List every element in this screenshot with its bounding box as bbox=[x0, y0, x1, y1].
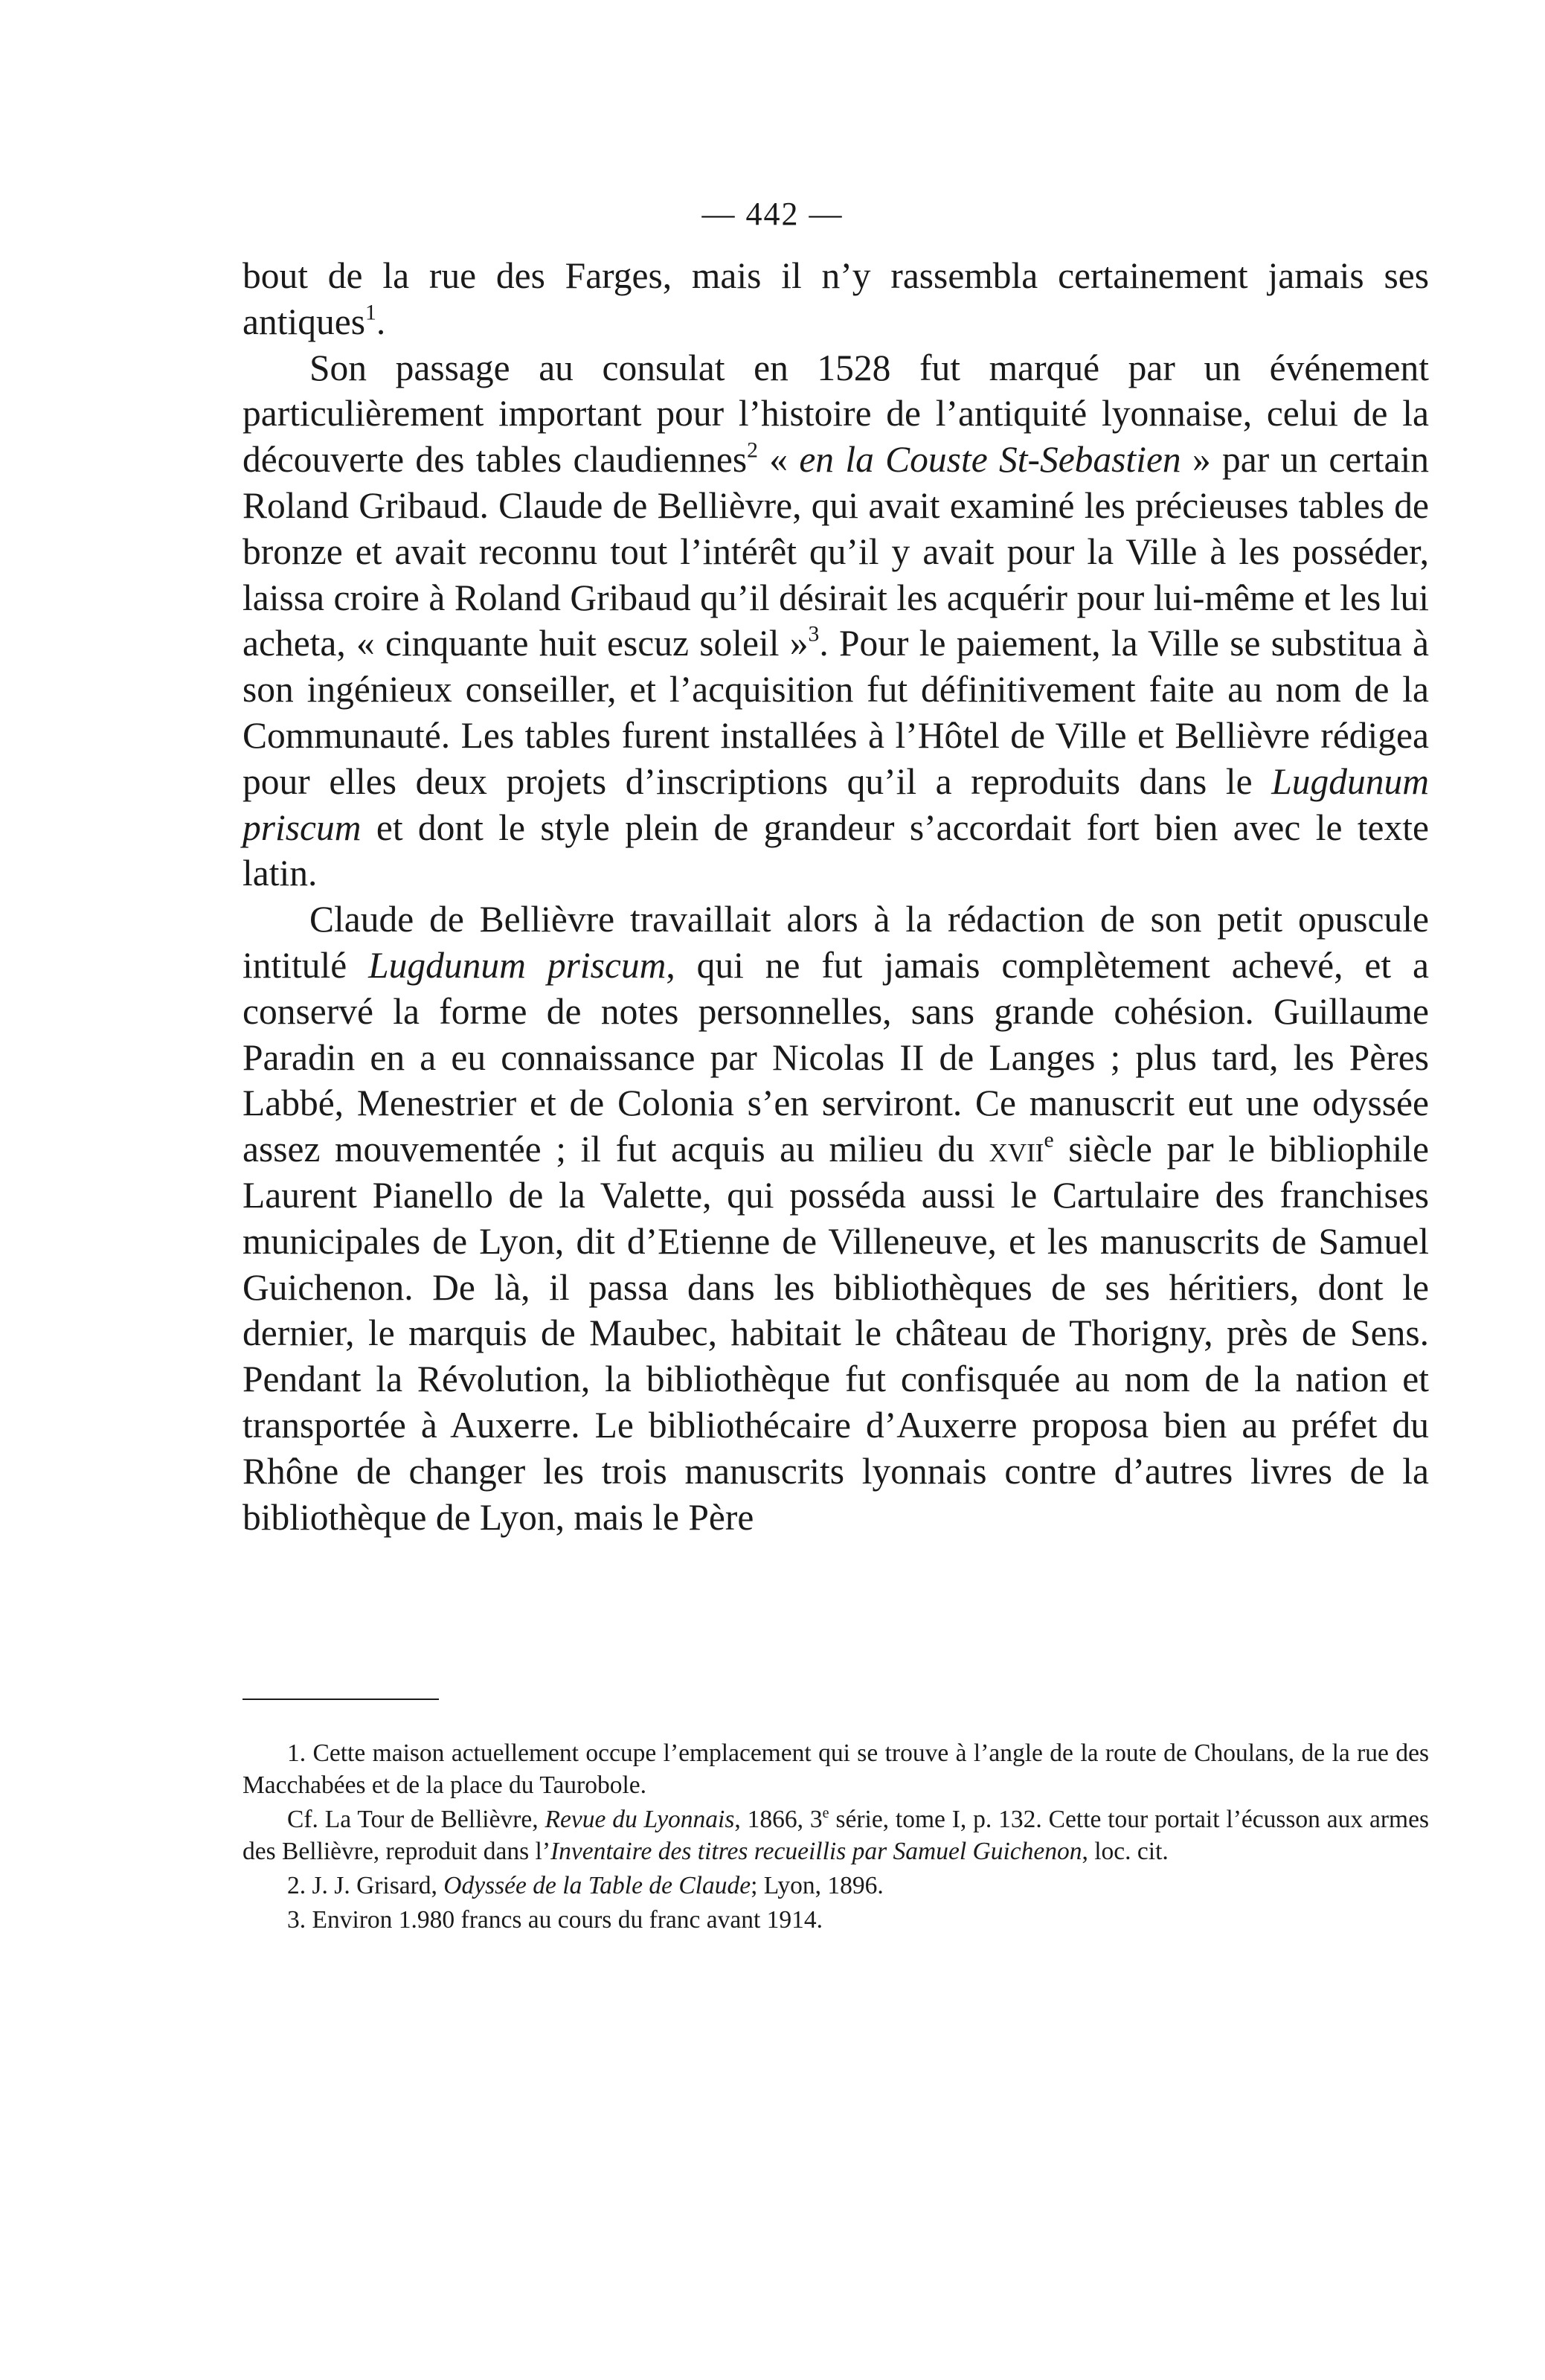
text-run: Son passage au consulat en 1528 fut marqué par un événement particulièrement important pour l’histoire de l’antiquité lyonnaise, celui de la découverte des tables claudiennes bbox=[242, 347, 1429, 481]
text-run: 3. Environ 1.980 francs au cours du franc avant 1914. bbox=[287, 1906, 823, 1934]
text-run: Cf. La Tour de Bellièvre, bbox=[287, 1806, 545, 1833]
text-run: » par un certain Roland Gribaud. Claude de Bellièvre, qui avait examiné les précieuses tables de bronze et avait reconnu tout l’intérêt qu’il y avait pour la Ville à les posséder, laissa croire à Roland Gribaud qu’il désirait les acquérir pour lui-même et les lui acheta, « cinquante huit escuz soleil » bbox=[242, 439, 1429, 664]
text-run: ; Lyon, 1896. bbox=[751, 1872, 884, 1899]
text-run: siècle par le bibliophile Laurent Pianello de la Valette, qui posséda aussi le Cartulaire des franchises municipales de Lyon, dit d’Etienne de Villeneuve, et les manuscrits de Samuel Guichenon. De là, il passa dans les bibliothèques de ses héritiers, dont le dernier, le marquis de Maubec, habitait le château de Thorigny, près de Sens. Pendant la Révolution, la bibliothèque fut confisquée au nom de la nation et transportée à Auxerre. Le bibliothécaire d’Auxerre proposa bien au préfet du Rhône de changer les trois manuscrits lyonnais contre d’autres livres de la bibliothèque de Lyon, mais le Père bbox=[242, 1129, 1429, 1538]
footnotes bbox=[242, 1737, 1429, 1938]
footnote-3 bbox=[242, 1904, 1429, 1936]
paragraph-2 bbox=[242, 345, 1429, 897]
footnote-1-continued bbox=[242, 1803, 1429, 1867]
text-run: . Pour le paiement, la Ville se substitua à son ingénieux conseiller, et l’acquisition fut définitivement faite au nom de la Communauté. Les tables furent installées à l’Hôtel de Ville et Bellièvre rédigea pour elles deux projets d’inscriptions qu’il a reproduits dans le bbox=[242, 623, 1429, 802]
text-run: 2. J. J. Grisard, bbox=[287, 1872, 444, 1899]
footnote-ref-1: 1 bbox=[364, 301, 376, 325]
century-suffix: e bbox=[1044, 1128, 1054, 1152]
paragraph-3 bbox=[242, 896, 1429, 1540]
paragraph-1 bbox=[242, 253, 1429, 345]
text-run: , loc. cit. bbox=[1082, 1838, 1169, 1865]
text-run: . bbox=[376, 301, 386, 342]
italic-text: Inventaire des titres recueillis par Samuel Guichenon bbox=[550, 1838, 1082, 1865]
footnote-1 bbox=[242, 1737, 1429, 1801]
footnote-ref-2: 2 bbox=[747, 438, 758, 463]
text-run: Claude de Bellièvre travaillait alors à la rédaction de son petit opuscule intitulé bbox=[242, 899, 1429, 986]
text-run: série, tome I, p. 132. Cette tour portait l’écusson aux armes des Bellièvre, reproduit dans l’ bbox=[242, 1806, 1429, 1865]
series-suffix: e bbox=[822, 1804, 829, 1821]
text-run: et dont le style plein de grandeur s’accordait fort bien avec le texte latin. bbox=[242, 806, 1429, 894]
text-run: , qui ne fut jamais complètement achevé, et a conservé la forme de notes personnelles, sans grande cohésion. Guillaume Paradin en a eu connaissance par Nicolas II de Langes ; plus tard, les Pères Labbé, Menestrier et de Colonia s’en serviront. Ce manuscrit eut une odyssée assez mouvementée ; il fut acquis au milieu du bbox=[242, 944, 1429, 1170]
page-number: — 442 — bbox=[701, 196, 844, 232]
italic-text: en la Couste St-Sebastien bbox=[799, 439, 1181, 481]
main-text bbox=[242, 253, 1429, 1540]
text-run: 1. Cette maison actuellement occupe l’emplacement qui se trouve à l’angle de la route de Choulans, de la rue des Macchabées et de la place du Taurobole. bbox=[242, 1739, 1429, 1799]
italic-text: Revue du Lyonnais bbox=[545, 1806, 735, 1833]
text-run: « bbox=[757, 439, 800, 481]
italic-text: Lugdunum priscum bbox=[368, 944, 666, 986]
italic-text: Lugdunum priscum bbox=[242, 760, 1429, 848]
century-numeral: xvii bbox=[989, 1129, 1044, 1170]
text-run: , 1866, 3 bbox=[734, 1806, 823, 1833]
footnote-separator bbox=[242, 1699, 439, 1700]
footnote-2 bbox=[242, 1870, 1429, 1902]
text-run: bout de la rue des Farges, mais il n’y rassembla certainement jamais ses antiques bbox=[242, 255, 1429, 342]
italic-text: Odyssée de la Table de Claude bbox=[443, 1872, 751, 1899]
footnote-ref-3: 3 bbox=[808, 623, 820, 647]
